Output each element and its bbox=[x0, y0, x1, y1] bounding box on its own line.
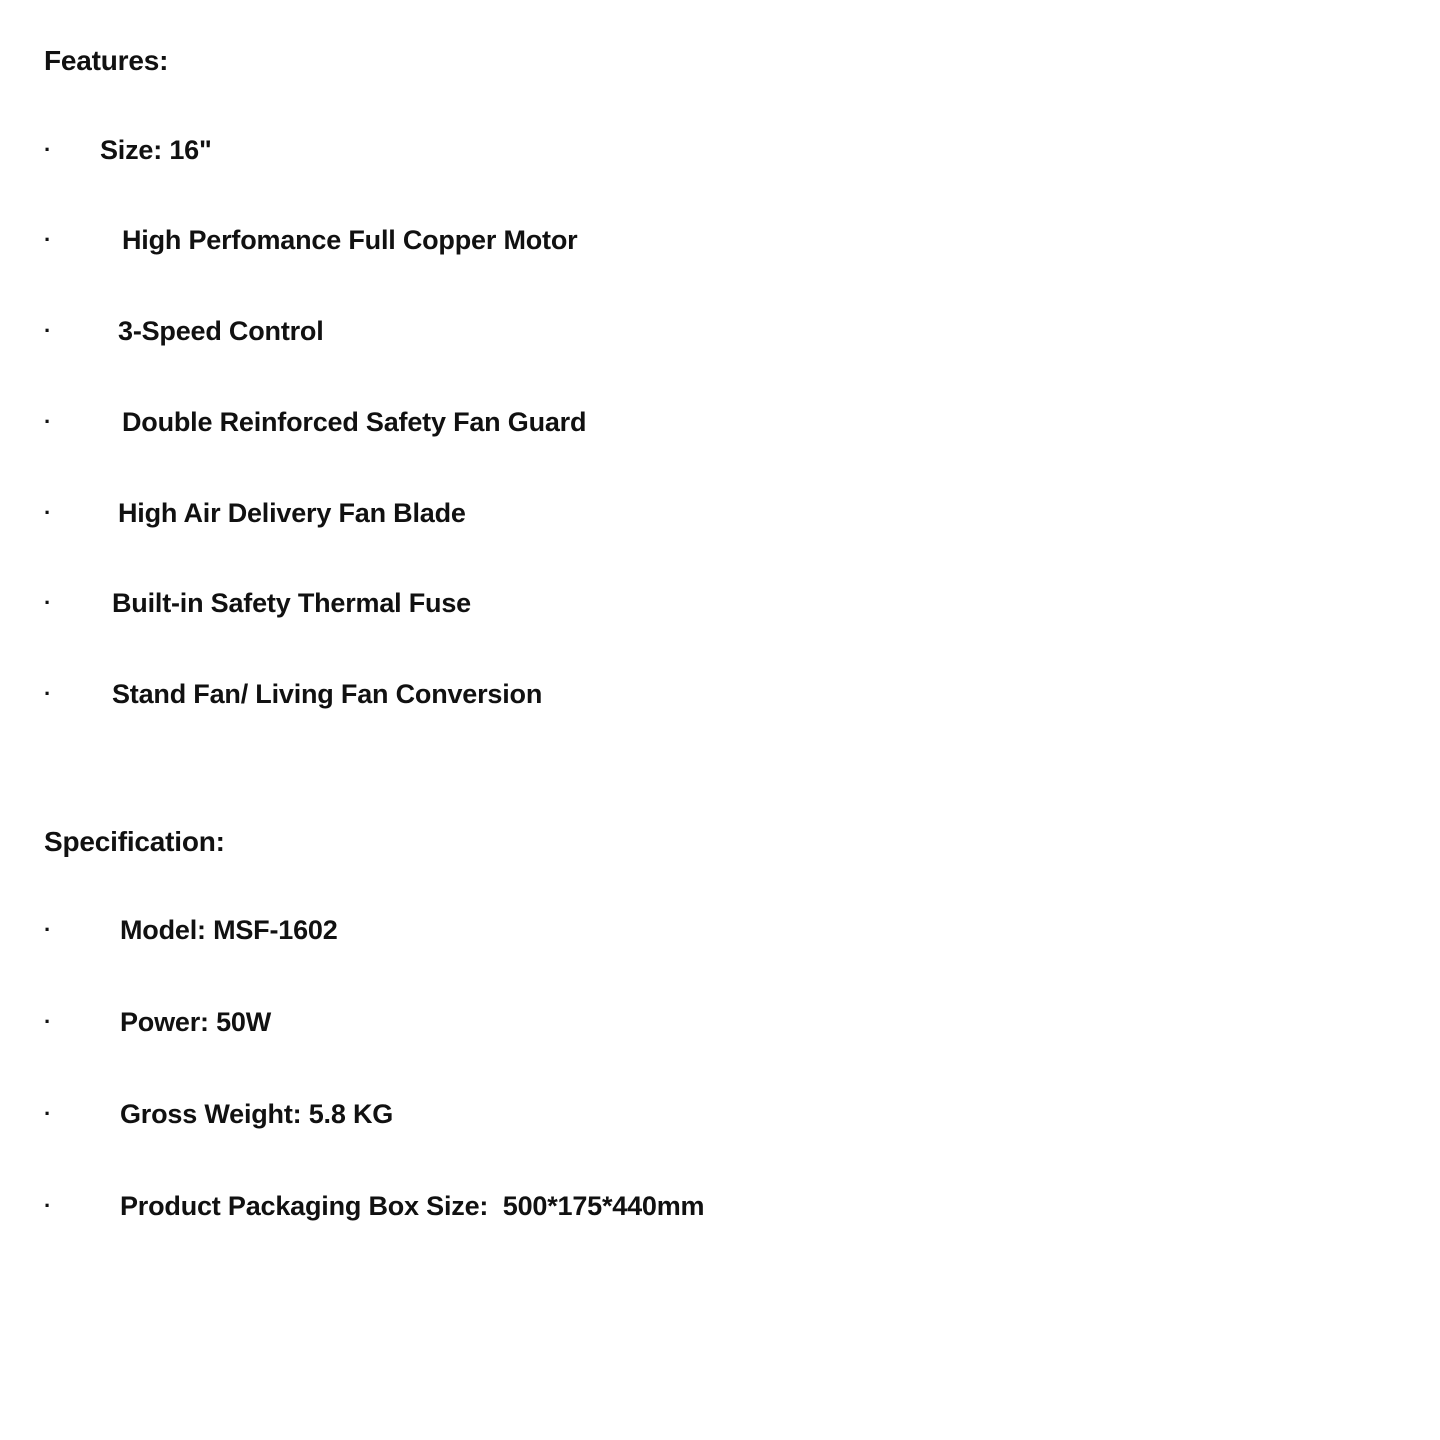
feature-item-text: High Perfomance Full Copper Motor bbox=[122, 225, 578, 256]
bullet-dot-icon: · bbox=[44, 917, 52, 943]
bullet-dot-icon: · bbox=[44, 408, 52, 434]
bullet-dot-icon: · bbox=[44, 1192, 52, 1218]
bullet-dot-icon: · bbox=[44, 227, 52, 253]
bullet-dot-icon: · bbox=[44, 1009, 52, 1035]
list-item bbox=[44, 587, 1400, 621]
list-item bbox=[44, 497, 1400, 531]
list-item bbox=[44, 224, 1400, 258]
specification-list bbox=[44, 914, 1400, 1223]
feature-item-text: Stand Fan/ Living Fan Conversion bbox=[112, 679, 543, 710]
features-list bbox=[44, 134, 1400, 712]
list-item bbox=[44, 315, 1400, 349]
bullet-dot-icon: · bbox=[44, 681, 52, 707]
list-item bbox=[44, 1098, 1400, 1132]
list-item bbox=[44, 678, 1400, 712]
list-item bbox=[44, 914, 1400, 948]
feature-item-text: High Air Delivery Fan Blade bbox=[118, 497, 466, 528]
spec-item-text: Model: MSF-1602 bbox=[120, 915, 338, 946]
features-heading: Features: bbox=[44, 45, 169, 76]
bullet-dot-icon: · bbox=[44, 590, 52, 616]
bullet-dot-icon: · bbox=[44, 1100, 52, 1126]
spec-item-text: Gross Weight: 5.8 KG bbox=[120, 1098, 394, 1129]
feature-item-text: 3-Speed Control bbox=[118, 316, 324, 347]
feature-item-text: Built-in Safety Thermal Fuse bbox=[112, 588, 471, 619]
spec-item-text: Power: 50W bbox=[120, 1007, 272, 1038]
list-item bbox=[44, 1006, 1400, 1040]
feature-item-text: Double Reinforced Safety Fan Guard bbox=[122, 406, 587, 437]
list-item bbox=[44, 1190, 1400, 1224]
spec-item-text: Product Packaging Box Size: 500*175*440mm bbox=[120, 1190, 705, 1221]
list-item bbox=[44, 406, 1400, 440]
list-item bbox=[44, 134, 1400, 168]
feature-item-text: Size: 16" bbox=[100, 134, 212, 165]
bullet-dot-icon: · bbox=[44, 136, 52, 162]
bullet-dot-icon: · bbox=[44, 499, 52, 525]
bullet-dot-icon: · bbox=[44, 318, 52, 344]
specification-heading: Specification: bbox=[44, 825, 225, 857]
